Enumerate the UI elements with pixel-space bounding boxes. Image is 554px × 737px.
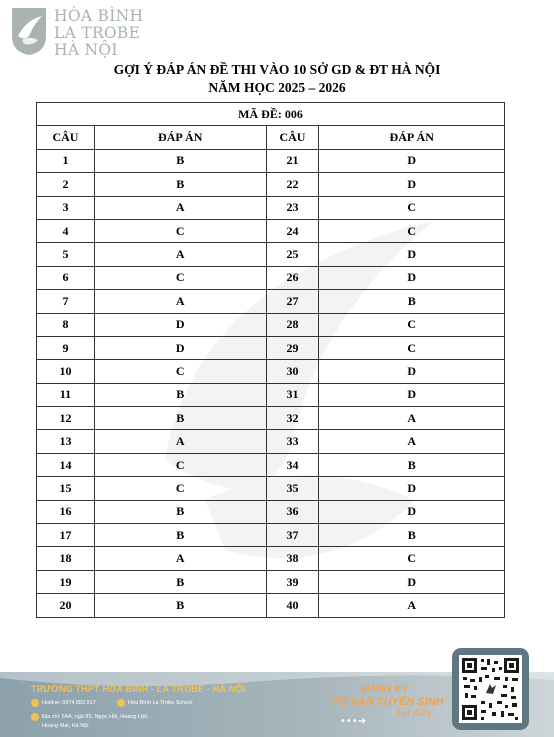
table-row [37,219,505,242]
question-number: 28 [266,313,319,336]
question-number: 33 [266,430,319,453]
question-number: 27 [266,290,319,313]
answer-letter: C [94,477,266,500]
table-row [37,243,505,266]
question-number: 16 [37,500,95,523]
here-label[interactable]: tại đây [397,708,432,719]
question-number: 35 [266,477,319,500]
table-row [37,149,505,172]
question-number: 32 [266,407,319,430]
answer-letter: D [319,360,505,383]
question-number: 12 [37,407,95,430]
answer-letter: C [94,360,266,383]
answer-letter: A [319,430,505,453]
question-number: 9 [37,336,95,359]
qr-code-icon[interactable] [459,655,522,723]
question-number: 1 [37,149,95,172]
answer-letter: A [319,594,505,617]
table-row [37,570,505,593]
table-row [37,196,505,219]
answer-letter: B [94,383,266,406]
answer-letter: B [94,594,266,617]
header-question: CÂU [266,126,319,149]
school-year: NĂM HỌC 2025 – 2026 [208,80,346,95]
logo-line: LA TROBE [54,24,141,42]
answer-letter: B [94,500,266,523]
answer-letter: B [94,173,266,196]
header-answer: ĐÁP ÁN [319,126,505,149]
answer-letter: B [94,570,266,593]
table-row [37,407,505,430]
question-number: 10 [37,360,95,383]
answer-letter: D [319,266,505,289]
question-number: 7 [37,290,95,313]
facebook-page[interactable]: Hòa Bình La Trobe School [128,700,193,706]
question-number: 19 [37,570,95,593]
logo-line: HÀ NỘI [54,41,118,59]
question-number: 24 [266,219,319,242]
question-number: 20 [37,594,95,617]
answer-letter: B [319,453,505,476]
answer-letter: A [319,407,505,430]
answer-letter: D [319,173,505,196]
question-number: 40 [266,594,319,617]
logo-text [54,8,143,59]
question-number: 2 [37,173,95,196]
address-line-1: Địa chỉ: 54A, ngõ 83, Ngọc Hồi, Hoàng Liệt, [42,714,149,720]
question-number: 18 [37,547,95,570]
answer-letter: C [94,266,266,289]
table-row [37,313,505,336]
question-number: 3 [37,196,95,219]
answer-letter: B [94,407,266,430]
table-row [37,477,505,500]
exam-code-row [37,103,505,126]
school-name: TRƯỜNG THPT HÒA BÌNH - LA TROBE - HÀ NỘI [31,684,246,694]
table-row [37,290,505,313]
question-number: 29 [266,336,319,359]
question-number: 39 [266,570,319,593]
answer-letter: C [319,547,505,570]
school-logo [8,6,148,60]
table-row [37,547,505,570]
header-answer: ĐÁP ÁN [94,126,266,149]
answer-letter: D [319,383,505,406]
question-number: 8 [37,313,95,336]
table-row [37,173,505,196]
question-number: 30 [266,360,319,383]
header-question: CÂU [37,126,95,149]
header-row [37,126,505,149]
answer-letter: D [319,149,505,172]
arrow-right-icon: •••➔ [340,716,367,727]
document-title: GỢI Ý ĐÁP ÁN ĐỀ THI VÀO 10 SỞ GD & ĐT HÀ NỘI [113,62,441,77]
question-number: 23 [266,196,319,219]
answer-letter: B [319,290,505,313]
question-number: 15 [37,477,95,500]
answer-letter: D [319,570,505,593]
answer-letter: D [319,477,505,500]
table-row [37,383,505,406]
answer-letter: C [319,196,505,219]
answer-letter: A [94,243,266,266]
answer-letter: C [319,313,505,336]
facebook-icon [117,699,125,707]
register-label[interactable]: ĐĂNG KÝ [362,684,409,695]
question-number: 11 [37,383,95,406]
answer-letter: C [319,219,505,242]
answer-letter: C [319,336,505,359]
table-row [37,266,505,289]
question-number: 37 [266,524,319,547]
question-number: 36 [266,500,319,523]
table-row [37,336,505,359]
table-row [37,524,505,547]
answer-letter: C [94,453,266,476]
admission-consult-label[interactable]: TƯ VẤN TUYỂN SINH [332,696,444,708]
location-icon [31,713,39,721]
answer-letter: A [94,290,266,313]
logo-line: HÒA BÌNH [54,7,144,25]
answer-letter: A [94,547,266,570]
answer-letter: D [94,336,266,359]
question-number: 26 [266,266,319,289]
question-number: 14 [37,453,95,476]
table-row [37,430,505,453]
phone-icon [31,699,39,707]
bird-logo-icon [8,6,50,56]
question-number: 31 [266,383,319,406]
address-line-2: Hoàng Mai, Hà Nội [42,723,89,729]
answer-letter: D [319,500,505,523]
question-number: 4 [37,219,95,242]
question-number: 21 [266,149,319,172]
answer-letter: B [94,149,266,172]
answer-letter: D [319,243,505,266]
question-number: 5 [37,243,95,266]
answer-letter: B [319,524,505,547]
question-number: 6 [37,266,95,289]
table-row [37,453,505,476]
answer-letter: A [94,196,266,219]
answer-table [36,102,505,618]
hotline: Hotline: 0974.883.917 [42,700,96,706]
answer-letter: C [94,219,266,242]
question-number: 38 [266,547,319,570]
table-row [37,594,505,617]
table-row [37,360,505,383]
question-number: 22 [266,173,319,196]
answer-letter: B [94,524,266,547]
question-number: 13 [37,430,95,453]
question-number: 34 [266,453,319,476]
question-number: 25 [266,243,319,266]
question-number: 17 [37,524,95,547]
answer-letter: A [94,430,266,453]
table-row [37,500,505,523]
answer-letter: D [94,313,266,336]
exam-code: MÃ ĐỀ: 006 [37,103,505,126]
